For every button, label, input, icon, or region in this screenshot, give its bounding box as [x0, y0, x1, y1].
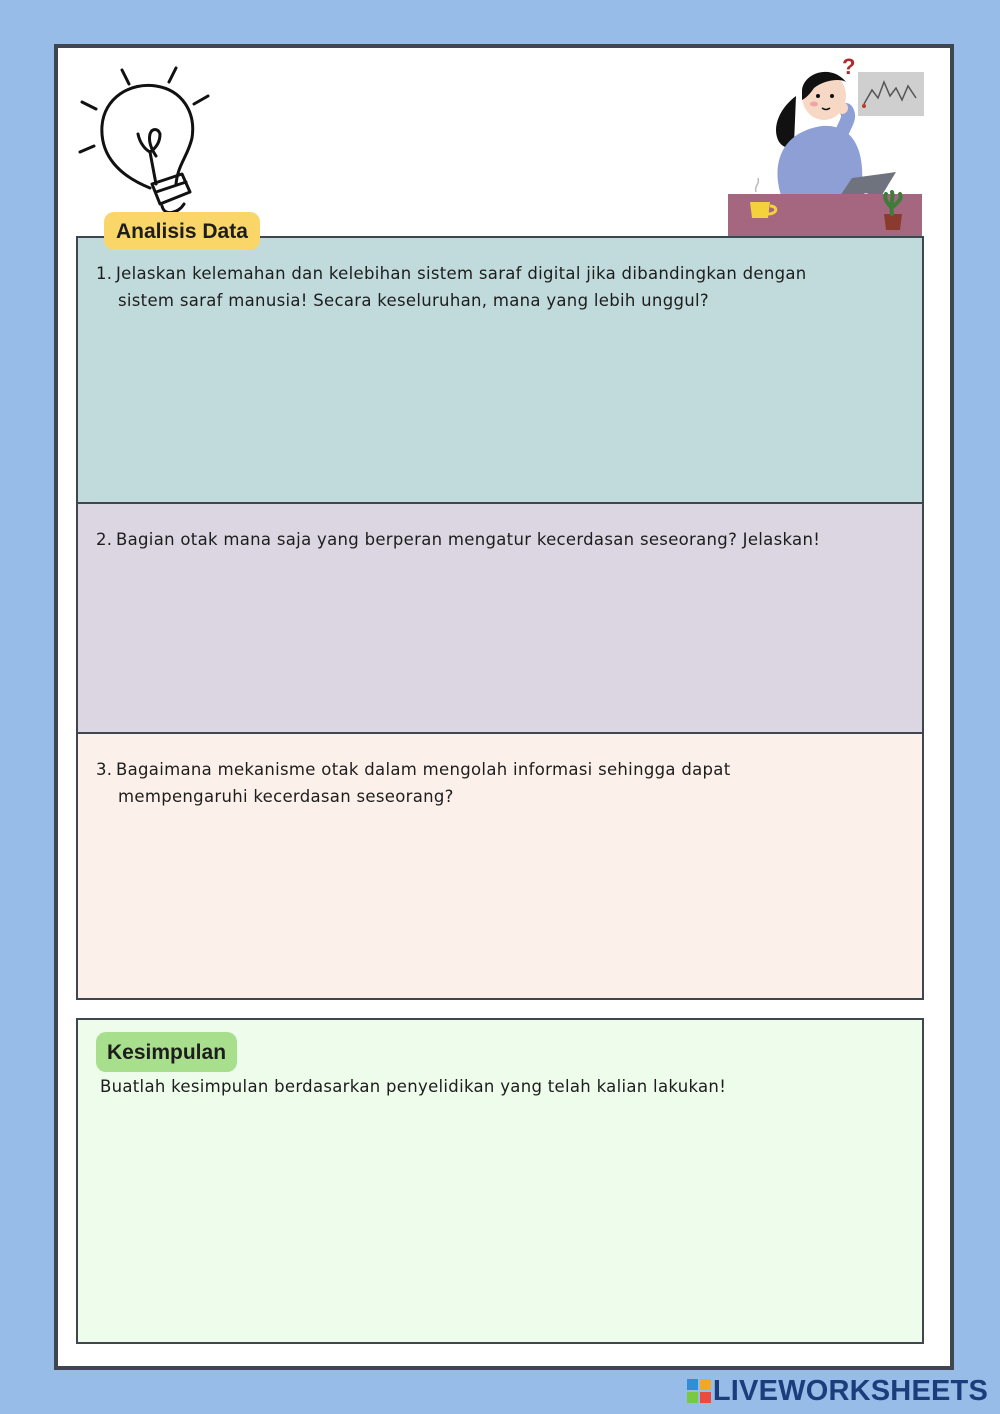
conclusion-answer-area[interactable] [76, 1018, 924, 1344]
conclusion-instruction: Buatlah kesimpulan berdasarkan penyelidikan yang telah kalian lakukan! [100, 1077, 727, 1096]
lightbulb-icon [78, 64, 218, 224]
question-3-number: 3. [96, 760, 113, 779]
question-2-answer-area[interactable] [78, 504, 922, 734]
conclusion-title: Kesimpulan [96, 1032, 237, 1072]
question-1-text [96, 260, 908, 314]
question-mark: ? [842, 54, 856, 79]
brand-name: LIVEWORKSHEETS [712, 1374, 988, 1407]
question-3-line-1: Bagaimana mekanisme otak dalam mengolah informasi sehingga dapat [116, 760, 731, 779]
question-2-text [96, 526, 908, 553]
question-2-number: 2. [96, 530, 113, 549]
liveworksheets-logo-icon [687, 1379, 711, 1403]
analysis-section [76, 236, 924, 1000]
question-3-line-2: mempengaruhi kecerdasan seseorang? [118, 787, 454, 806]
analysis-title: Analisis Data [104, 212, 260, 250]
question-1-number: 1. [96, 264, 113, 283]
question-3-text [96, 756, 908, 810]
brand-footer [687, 1374, 988, 1408]
question-1-line-2: sistem saraf manusia! Secara keseluruhan, mana yang lebih unggul? [118, 291, 709, 310]
question-2-line-1: Bagian otak mana saja yang berperan mengatur kecerdasan seseorang? Jelaskan! [116, 530, 821, 549]
question-3-answer-area[interactable] [78, 734, 922, 998]
question-1-line-1: Jelaskan kelemahan dan kelebihan sistem saraf digital jika dibandingkan dengan [116, 264, 807, 283]
thinking-person-illustration [722, 52, 928, 252]
question-1-answer-area[interactable] [78, 238, 922, 504]
